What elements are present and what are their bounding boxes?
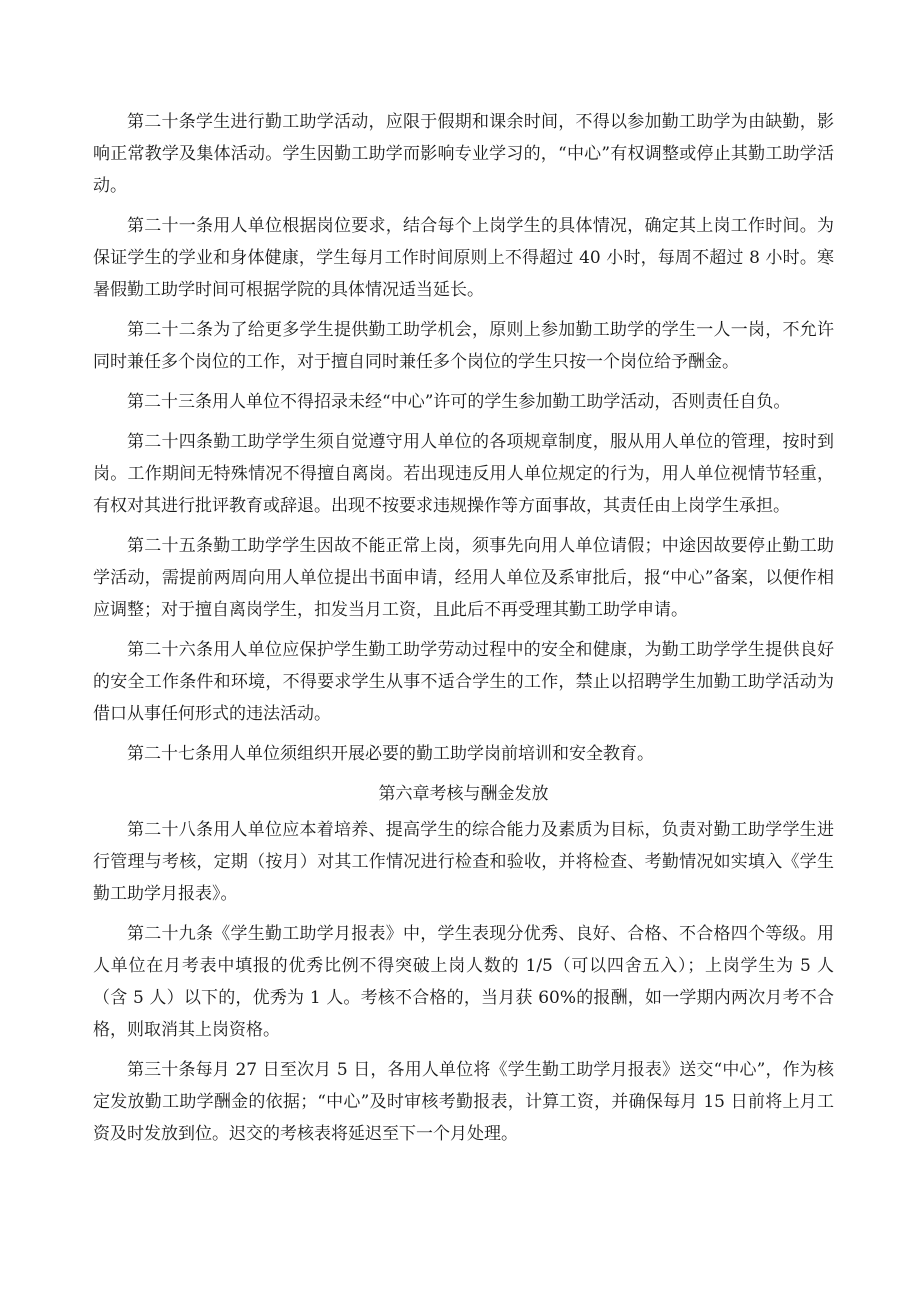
article-30-paragraph: 第三十条每月 27 日至次月 5 日，各用人单位将《学生勤工助学月报表》送交“中心”，作为核定发放勤工助学酬金的依据；“中心”及时审核考勤报表，计算工资，并确保每月 15 日前将上月工资及时发放到位。迟交的考核表将延迟至下一个月处理。 xyxy=(93,1060,834,1144)
article-22-paragraph: 第二十二条为了给更多学生提供勤工助学机会，原则上参加勤工助学的学生一人一岗，不允许同时兼任多个岗位的工作，对于擅自同时兼任多个岗位的学生只按一个岗位给予酬金。 xyxy=(93,320,834,372)
document-body xyxy=(93,106,834,1158)
article-26-paragraph: 第二十六条用人单位应保护学生勤工助学劳动过程中的安全和健康，为勤工助学学生提供良好的安全工作条件和环境，不得要求学生从事不适合学生的工作，禁止以招聘学生加勤工助学活动为借口从事任何形式的违法活动。 xyxy=(93,640,834,724)
article-27-paragraph: 第二十七条用人单位须组织开展必要的勤工助学岗前培训和安全教育。 xyxy=(127,744,654,764)
article-24-paragraph: 第二十四条勤工助学学生须自觉遵守用人单位的各项规章制度，服从用人单位的管理，按时到岗。工作期间无特殊情况不得擅自离岗。若出现违反用人单位规定的行为，用人单位视情节轻重，有权对其进行批评教育或辞退。出现不按要求违规操作等方面事故，其责任由上岗学生承担。 xyxy=(93,432,834,516)
article-20-paragraph: 第二十条学生进行勤工助学活动，应限于假期和课余时间，不得以参加勤工助学为由缺勤，影响正常教学及集体活动。学生因勤工助学而影响专业学习的，“中心”有权调整或停止其勤工助学活动。 xyxy=(93,112,834,196)
article-21-paragraph: 第二十一条用人单位根据岗位要求，结合每个上岗学生的具体情况，确定其上岗工作时间。为保证学生的学业和身体健康，学生每月工作时间原则上不得超过 40 小时，每周不超过 8 小时。寒暑假勤工助学时间可根据学院的具体情况适当延长。 xyxy=(93,216,834,300)
article-23-paragraph: 第二十三条用人单位不得招录未经“中心”许可的学生参加勤工助学活动，否则责任自负。 xyxy=(127,392,791,412)
article-29-paragraph: 第二十九条《学生勤工助学月报表》中，学生表现分优秀、良好、合格、不合格四个等级。用人单位在月考表中填报的优秀比例不得突破上岗人数的 1/5（可以四舍五入）；上岗学生为 5 人（含 5 人）以下的，优秀为 1 人。考核不合格的，当月获 60%的报酬，如一学期内两次月考不合格，则取消其上岗资格。 xyxy=(93,924,834,1040)
chapter-heading: 第六章考核与酬金发放 xyxy=(378,784,549,804)
article-25-paragraph: 第二十五条勤工助学学生因故不能正常上岗，须事先向用人单位请假；中途因故要停止勤工助学活动，需提前两周向用人单位提出书面申请，经用人单位及系审批后，报“中心”备案，以便作相应调整；对于擅自离岗学生，扣发当月工资，且此后不再受理其勤工助学申请。 xyxy=(93,536,834,620)
article-28-paragraph: 第二十八条用人单位应本着培养、提高学生的综合能力及素质为目标，负责对勤工助学学生进行管理与考核，定期（按月）对其工作情况进行检查和验收，并将检查、考勤情况如实填入《学生勤工助学月报表》。 xyxy=(93,820,834,904)
